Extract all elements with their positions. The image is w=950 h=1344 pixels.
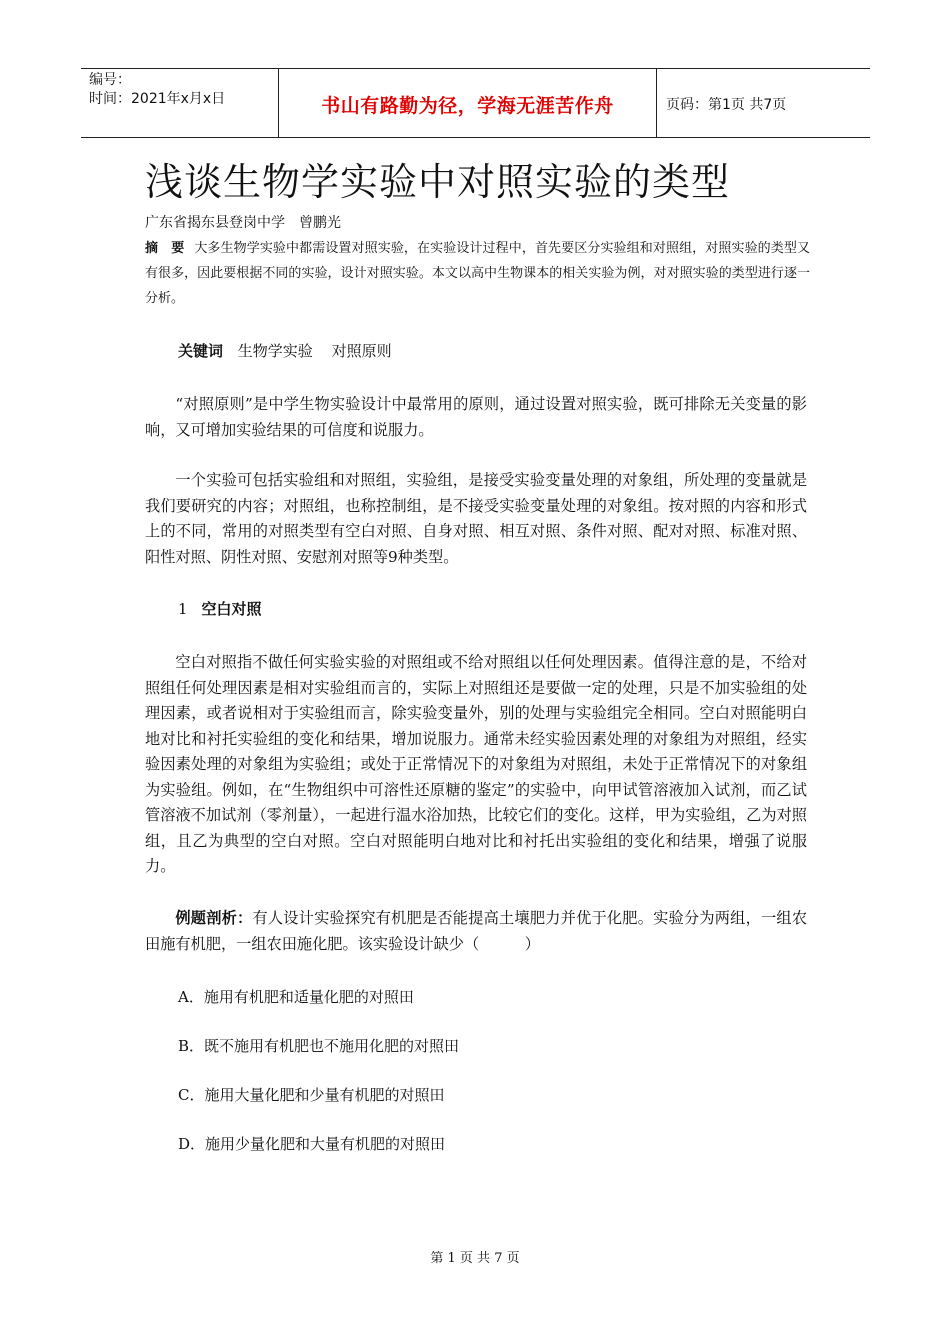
intro-paragraph: 一个实验可包括实验组和对照组，实验组，是接受实验变量处理的对象组，所处理的变量就是我们要研究的内容；对照组，也称控制组，是不接受实验变量处理的对象组。按对照的内容和形式上的不同，常用的对照类型有空白对照、自身对照、相互对照、条件对照、配对对照、标准对照、阳性对照、阴性对照、安慰剂对照等9种类型。 — [145, 471, 807, 566]
header-page-info: 页码：第1页 共7页 — [666, 97, 787, 113]
option-b: B．既不施用有机肥也不施用化肥的对照田 — [178, 1037, 460, 1055]
section-heading — [178, 598, 262, 619]
header-meta — [89, 71, 225, 109]
example-text: 有人设计实验探究有机肥是否能提高土壤肥力并优于化肥。实验分为两组，一组农田施有机肥，一组农田施化肥。该实验设计缺少（ ） — [145, 909, 808, 953]
example-label: 例题剖析： — [175, 909, 253, 927]
section-number: 1 — [178, 600, 188, 618]
section-paragraph: 空白对照指不做任何实验实验的对照组或不给对照组以任何处理因素。值得注意的是，不给对照组任何处理因素是相对实验组而言的，实际上对照组还是要做一定的处理，只是不加实验组的处理因素，或者说相对于实验组而言，除实验变量外，别的处理与实验组完全相同。空白对照能明白地对比和衬托实验组的变化和结果，增加说服力。通常未经实验因素处理的对象组为对照组，经实验因素处理的对象组为实验组；或处于正常情况下的对象组为对照组，未处于正常情况下的对象组为实验组。例如，在“生物组织中可溶性还原糖的鉴定”的实验中，向甲试管溶液加入试剂，而乙试管溶液不加试剂（零剂量），一起进行温水浴加热，比较它们的变化。这样，甲为实验组，乙为对照组，且乙为典型的空白对照。空白对照能明白地对比和衬托出实验组的变化和结果，增强了说服力。 — [145, 653, 807, 875]
header-motto: 书山有路勤为径，学海无涯苦作舟 — [321, 95, 614, 117]
header-number-label: 编号： — [89, 72, 131, 88]
article-author: 广东省揭东县登岗中学 曾鹏光 — [145, 215, 341, 231]
page-header — [81, 68, 870, 138]
option-a: A．施用有机肥和适量化肥的对照田 — [178, 988, 414, 1006]
option-c: C．施用大量化肥和少量有机肥的对照田 — [178, 1086, 445, 1104]
header-divider — [656, 69, 657, 137]
abstract — [145, 236, 810, 311]
keywords — [178, 340, 406, 361]
header-time-label: 时间：2021年x月x日 — [89, 91, 226, 107]
article-title: 浅谈生物学实验中对照实验的类型 — [145, 160, 731, 204]
keyword-item: 生物学实验 — [237, 342, 313, 360]
section-title: 空白对照 — [201, 600, 262, 618]
abstract-text: 大多生物学实验中都需设置对照实验，在实验设计过程中，首先要区分实验组和对照组，对照实验的类型又有很多，因此要根据不同的实验，设计对照实验。本文以高中生物课本的相关实验为例，对对照实验的类型进行逐一分析。 — [145, 241, 810, 306]
keyword-item: 对照原则 — [331, 342, 392, 360]
keywords-label: 关键词 — [178, 342, 224, 360]
abstract-label: 摘 要 — [145, 241, 185, 256]
intro-paragraph: “对照原则”是中学生物实验设计中最常用的原则，通过设置对照实验，既可排除无关变量的影响，又可增加实验结果的可信度和说服力。 — [145, 395, 807, 439]
page-footer: 第 1 页 共 7 页 — [430, 1251, 520, 1266]
example-paragraph — [145, 906, 807, 957]
option-d: D．施用少量化肥和大量有机肥的对照田 — [178, 1135, 446, 1153]
